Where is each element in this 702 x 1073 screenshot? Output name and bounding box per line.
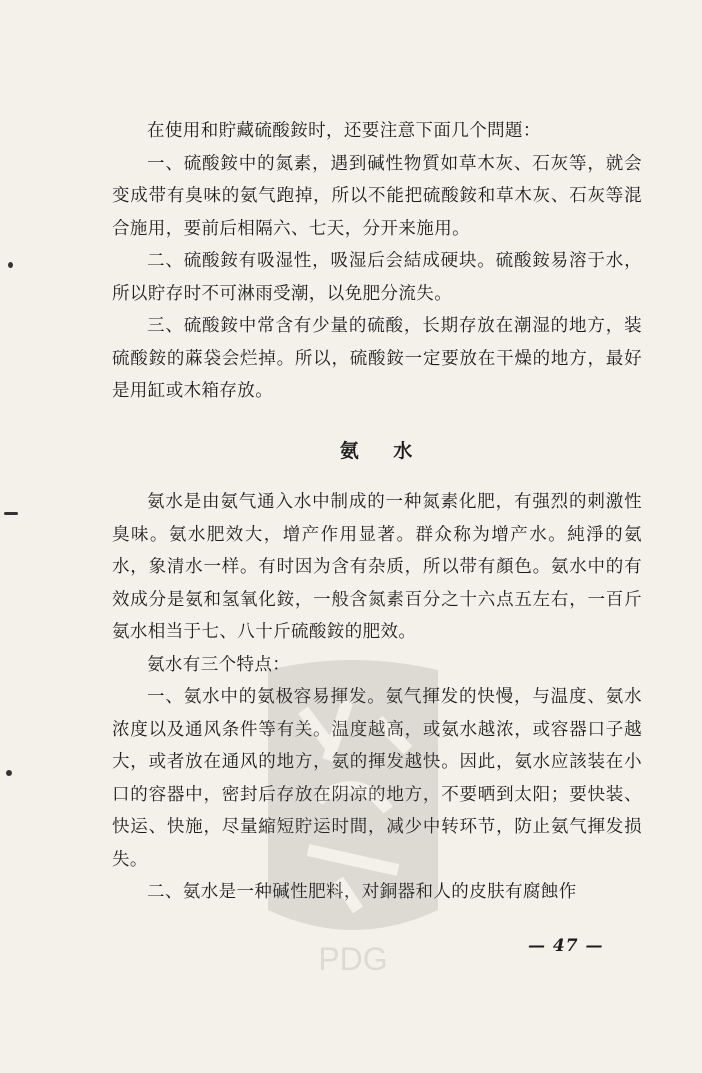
page-number: — 47 — (528, 936, 604, 956)
scan-mark (6, 770, 12, 776)
section-ammonium-sulfate-storage (112, 115, 642, 408)
point-paragraph-2: 二、硫酸銨有吸湿性，吸湿后会結成硬块。硫酸銨易溶于水，所以貯存时不可淋雨受潮，以免肥分流失。 (112, 251, 642, 304)
body-paragraph-4: 二、氨水是一种碱性肥料，对銅器和人的皮肤有腐蝕作 (147, 882, 577, 902)
body-paragraph-1: 氨水是由氨气通入水中制成的一种氮素化肥，有强烈的刺激性臭味。氨水肥效大，增产作用显著。群众称为增产水。純淨的氨水，象清水一样。有时因为含有杂质，所以带有顏色。氨水中的有效成分是氨和氢氧化銨，一般含氮素百分之十六点五左右，一百斤氨水相当于七、八十斤硫酸銨的肥效。 (112, 492, 642, 642)
body-paragraph-2: 氨水有三个特点： (147, 654, 291, 675)
point-paragraph-3: 三、硫酸銨中常含有少量的硫酸，长期存放在潮湿的地方，装硫酸銨的蔴袋会烂掉。所以，硫酸銨一定要放在干燥的地方，最好是用缸或木箱存放。 (112, 316, 642, 401)
scan-mark (4, 512, 18, 515)
scan-mark (8, 262, 13, 268)
section-ammonia-water (112, 486, 642, 909)
section-heading: 氨 水 (339, 440, 415, 462)
intro-paragraph: 在使用和貯藏硫酸銨时，还要注意下面几个問題： (147, 121, 541, 141)
body-paragraph-3: 一、氨水中的氨极容易揮发。氨气揮发的快慢，与温度、氨水浓度以及通风条件等有关。温度越高，或氨水越浓，或容器口子越大，或者放在通风的地方，氨的揮发越快。因此，氨水应該装在小口的容器中，密封后存放在阴凉的地方，不要晒到太阳；要快装、快运、快施，尽量縮短貯运时間，减少中转环节，防止氨气揮发损失。 (112, 687, 642, 870)
point-paragraph-1: 一、硫酸銨中的氮素，遇到碱性物質如草木灰、石灰等，就会变成带有臭味的氨气跑掉，所以不能把硫酸銨和草木灰、石灰等混合施用，要前后相隔六、七天，分开来施用。 (112, 153, 642, 239)
watermark-label: PDG (318, 941, 388, 977)
